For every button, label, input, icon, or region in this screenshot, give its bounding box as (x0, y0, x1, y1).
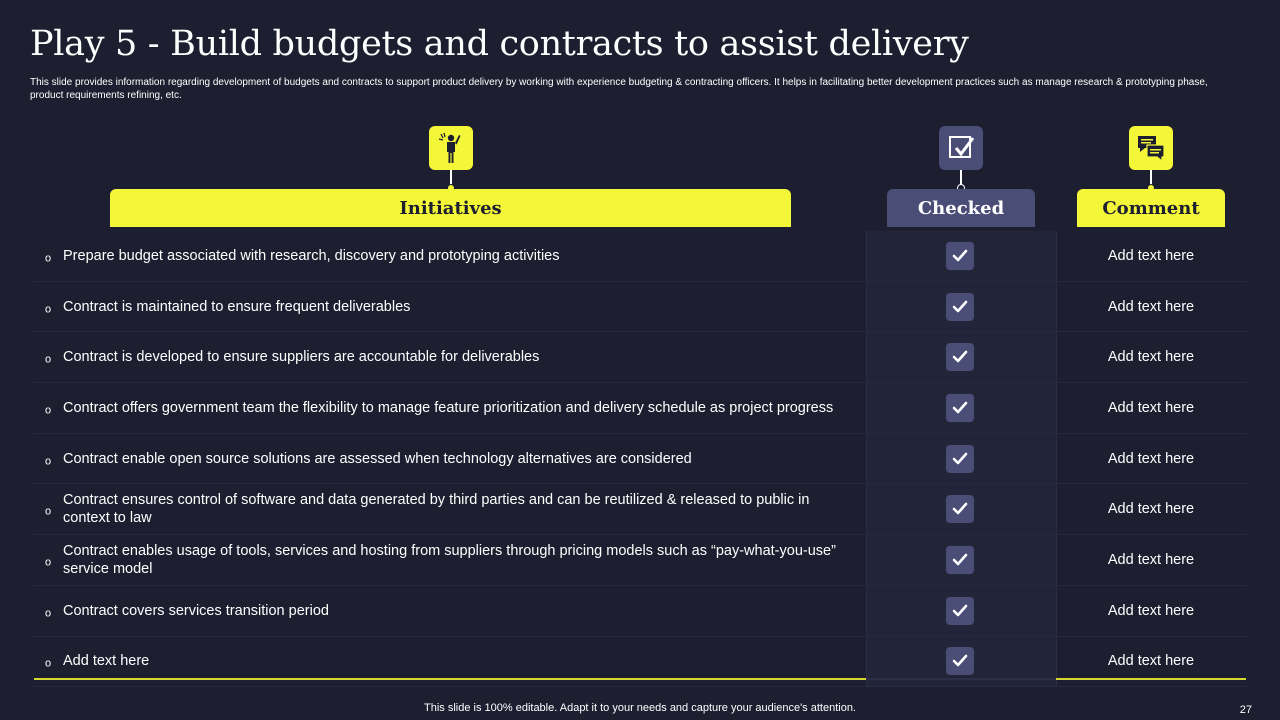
bullet-icon: o (45, 607, 52, 620)
checkbox-icon (939, 126, 983, 170)
table-bottom-border-right (1056, 678, 1246, 680)
comment-text[interactable]: Add text here (1107, 501, 1195, 518)
checkmark-icon[interactable] (946, 445, 974, 473)
bullet-icon: o (45, 657, 52, 670)
checkmark-icon[interactable] (946, 546, 974, 574)
checkmark-icon[interactable] (946, 242, 974, 270)
comment-text[interactable]: Add text here (1107, 298, 1195, 315)
column-divider (866, 282, 867, 332)
column-divider (866, 434, 867, 484)
header-comment: Comment (1077, 189, 1225, 227)
checkmark-icon[interactable] (946, 343, 974, 371)
comment-text[interactable]: Add text here (1107, 602, 1195, 619)
comment-text[interactable]: Add text here (1107, 551, 1195, 568)
initiative-text: Contract enable open source solutions are assessed when technology alternatives are considered (63, 450, 692, 467)
column-divider (866, 332, 867, 382)
table-row (34, 231, 1246, 282)
header-checked: Checked (887, 189, 1035, 227)
table-row (34, 434, 1246, 485)
initiative-text: Prepare budget associated with research, discovery and prototyping activities (63, 247, 560, 264)
table-bottom-border (34, 678, 866, 680)
table-row (34, 332, 1246, 383)
column-divider (866, 383, 867, 433)
checkmark-icon[interactable] (946, 647, 974, 675)
header-initiatives: Initiatives (110, 189, 791, 227)
table-bottom-border-mid (866, 678, 1056, 680)
initiative-text: Contract offers government team the flexibility to manage feature prioritization and delivery schedule as project progress (63, 399, 834, 416)
comment-text[interactable]: Add text here (1107, 653, 1195, 670)
table-row (34, 282, 1246, 333)
bullet-icon: o (45, 252, 52, 265)
bullet-icon: o (45, 353, 52, 366)
chat-bubbles-icon (1129, 126, 1173, 170)
page-subtitle: This slide provides information regarding development of budgets and contracts to support product delivery by working with experience budgeting & contracting officers. It helps in facilitating better development practices such as manage research & prototyping phase, product requirements refining, etc. (30, 77, 1208, 101)
column-divider (866, 535, 867, 585)
table-row (34, 383, 1246, 434)
initiative-text: Contract ensures control of software and data generated by third parties and can be reutilized & released to public in context to law (63, 492, 810, 527)
table-row (34, 535, 1246, 586)
bullet-icon: o (45, 454, 52, 467)
footer-note: This slide is 100% editable. Adapt it to your needs and capture your audience's attention. (424, 702, 856, 714)
initiatives-table (34, 231, 1246, 687)
comment-text[interactable]: Add text here (1107, 349, 1195, 366)
column-divider (866, 586, 867, 636)
bullet-icon: o (45, 302, 52, 315)
column-divider (866, 231, 867, 281)
initiative-text: Contract is developed to ensure suppliers are accountable for deliverables (63, 349, 540, 366)
column-divider (866, 484, 867, 534)
initiative-text: Contract enables usage of tools, services and hosting from suppliers through pricing models such as “pay-what-you-use” service model (63, 542, 836, 577)
checkmark-icon[interactable] (946, 597, 974, 625)
page-title: Play 5 - Build budgets and contracts to assist delivery (30, 24, 969, 64)
checkmark-icon[interactable] (946, 293, 974, 321)
initiative-text: Add text here (63, 653, 150, 670)
table-row (34, 586, 1246, 637)
initiative-text: Contract covers services transition period (63, 602, 329, 619)
page-number: 27 (1239, 704, 1252, 716)
table-row (34, 484, 1246, 535)
checkmark-icon[interactable] (946, 495, 974, 523)
comment-text[interactable]: Add text here (1107, 247, 1195, 264)
bullet-icon: o (45, 556, 52, 569)
person-raising-hand-icon (429, 126, 473, 170)
comment-text[interactable]: Add text here (1107, 399, 1195, 416)
bullet-icon: o (45, 404, 52, 417)
comment-text[interactable]: Add text here (1107, 450, 1195, 467)
bullet-icon: o (45, 505, 52, 518)
checkmark-icon[interactable] (946, 394, 974, 422)
initiative-text: Contract is maintained to ensure frequent deliverables (63, 298, 411, 315)
